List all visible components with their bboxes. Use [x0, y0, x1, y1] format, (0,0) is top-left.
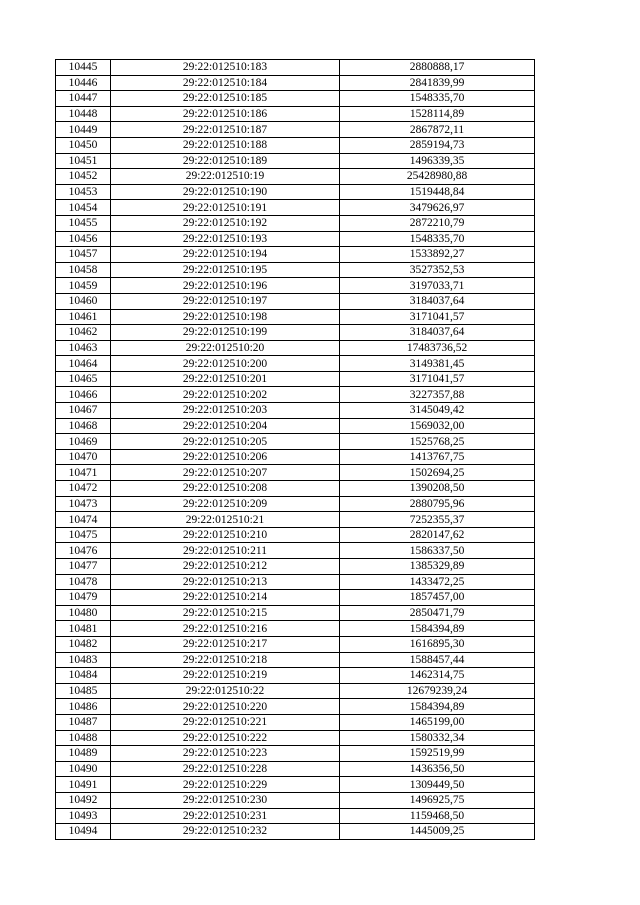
row-number-cell: 10466 — [56, 387, 111, 403]
row-number-cell: 10464 — [56, 356, 111, 372]
row-number-cell: 10482 — [56, 636, 111, 652]
cadastral-number-cell: 29:22:012510:229 — [111, 777, 340, 793]
cadastral-number-cell: 29:22:012510:19 — [111, 169, 340, 185]
table-row — [56, 309, 535, 325]
cadastral-number-cell: 29:22:012510:196 — [111, 278, 340, 294]
cadastral-value-cell: 7252355,37 — [340, 512, 535, 528]
table-row — [56, 730, 535, 746]
table-row — [56, 699, 535, 715]
row-number-cell: 10486 — [56, 699, 111, 715]
cadastral-number-cell: 29:22:012510:191 — [111, 200, 340, 216]
cadastral-number-cell: 29:22:012510:217 — [111, 636, 340, 652]
cadastral-number-cell: 29:22:012510:183 — [111, 60, 340, 76]
cadastral-number-cell: 29:22:012510:214 — [111, 590, 340, 606]
row-number-cell: 10457 — [56, 247, 111, 263]
row-number-cell: 10452 — [56, 169, 111, 185]
cadastral-number-cell: 29:22:012510:188 — [111, 137, 340, 153]
row-number-cell: 10449 — [56, 122, 111, 138]
row-number-cell: 10479 — [56, 590, 111, 606]
row-number-cell: 10477 — [56, 559, 111, 575]
cadastral-value-cell: 3149381,45 — [340, 356, 535, 372]
row-number-cell: 10471 — [56, 465, 111, 481]
cadastral-number-cell: 29:22:012510:228 — [111, 761, 340, 777]
row-number-cell: 10475 — [56, 527, 111, 543]
row-number-cell: 10447 — [56, 91, 111, 107]
cadastral-number-cell: 29:22:012510:202 — [111, 387, 340, 403]
cadastral-value-cell: 1616895,30 — [340, 636, 535, 652]
cadastral-value-cell: 1519448,84 — [340, 184, 535, 200]
cadastral-number-cell: 29:22:012510:232 — [111, 824, 340, 840]
table-row — [56, 683, 535, 699]
row-number-cell: 10469 — [56, 434, 111, 450]
cadastral-value-cell: 1390208,50 — [340, 481, 535, 497]
cadastral-value-cell: 1436356,50 — [340, 761, 535, 777]
cadastral-number-cell: 29:22:012510:209 — [111, 496, 340, 512]
row-number-cell: 10456 — [56, 231, 111, 247]
cadastral-value-cell: 3171041,57 — [340, 371, 535, 387]
row-number-cell: 10459 — [56, 278, 111, 294]
cadastral-number-cell: 29:22:012510:194 — [111, 247, 340, 263]
cadastral-number-cell: 29:22:012510:211 — [111, 543, 340, 559]
table-row — [56, 746, 535, 762]
cadastral-value-cell: 12679239,24 — [340, 683, 535, 699]
table-row — [56, 153, 535, 169]
row-number-cell: 10492 — [56, 792, 111, 808]
table-row — [56, 169, 535, 185]
cadastral-value-cell: 1548335,70 — [340, 231, 535, 247]
cadastral-value-table — [55, 59, 535, 840]
table-row — [56, 496, 535, 512]
cadastral-number-cell: 29:22:012510:198 — [111, 309, 340, 325]
cadastral-number-cell: 29:22:012510:184 — [111, 75, 340, 91]
table-body — [56, 60, 535, 840]
row-number-cell: 10472 — [56, 481, 111, 497]
cadastral-number-cell: 29:22:012510:215 — [111, 605, 340, 621]
row-number-cell: 10481 — [56, 621, 111, 637]
row-number-cell: 10461 — [56, 309, 111, 325]
cadastral-value-cell: 3184037,64 — [340, 325, 535, 341]
cadastral-value-cell: 2820147,62 — [340, 527, 535, 543]
cadastral-number-cell: 29:22:012510:222 — [111, 730, 340, 746]
cadastral-number-cell: 29:22:012510:230 — [111, 792, 340, 808]
row-number-cell: 10445 — [56, 60, 111, 76]
table-row — [56, 91, 535, 107]
cadastral-number-cell: 29:22:012510:210 — [111, 527, 340, 543]
table-row — [56, 590, 535, 606]
cadastral-number-cell: 29:22:012510:186 — [111, 106, 340, 122]
table-row — [56, 527, 535, 543]
cadastral-value-cell: 1496925,75 — [340, 792, 535, 808]
cadastral-number-cell: 29:22:012510:200 — [111, 356, 340, 372]
table-row — [56, 668, 535, 684]
cadastral-value-cell: 25428980,88 — [340, 169, 535, 185]
cadastral-number-cell: 29:22:012510:22 — [111, 683, 340, 699]
cadastral-value-cell: 3184037,64 — [340, 293, 535, 309]
cadastral-number-cell: 29:22:012510:223 — [111, 746, 340, 762]
cadastral-value-cell: 1580332,34 — [340, 730, 535, 746]
cadastral-number-cell: 29:22:012510:212 — [111, 559, 340, 575]
table-row — [56, 465, 535, 481]
table-row — [56, 824, 535, 840]
cadastral-number-cell: 29:22:012510:189 — [111, 153, 340, 169]
cadastral-value-cell: 1413767,75 — [340, 449, 535, 465]
table-row — [56, 340, 535, 356]
row-number-cell: 10489 — [56, 746, 111, 762]
table-row — [56, 247, 535, 263]
table-row — [56, 200, 535, 216]
cadastral-value-cell: 1445009,25 — [340, 824, 535, 840]
cadastral-value-cell: 3479626,97 — [340, 200, 535, 216]
table-row — [56, 543, 535, 559]
table-row — [56, 387, 535, 403]
cadastral-value-cell: 1548335,70 — [340, 91, 535, 107]
cadastral-value-cell: 1496339,35 — [340, 153, 535, 169]
cadastral-value-cell: 1592519,99 — [340, 746, 535, 762]
row-number-cell: 10450 — [56, 137, 111, 153]
cadastral-number-cell: 29:22:012510:190 — [111, 184, 340, 200]
table-row — [56, 293, 535, 309]
cadastral-number-cell: 29:22:012510:213 — [111, 574, 340, 590]
table-row — [56, 574, 535, 590]
cadastral-value-cell: 1584394,89 — [340, 621, 535, 637]
table-row — [56, 137, 535, 153]
cadastral-value-cell: 1588457,44 — [340, 652, 535, 668]
cadastral-value-cell: 1433472,25 — [340, 574, 535, 590]
row-number-cell: 10487 — [56, 714, 111, 730]
cadastral-value-cell: 1502694,25 — [340, 465, 535, 481]
row-number-cell: 10460 — [56, 293, 111, 309]
cadastral-value-cell: 3145049,42 — [340, 403, 535, 419]
table-row — [56, 714, 535, 730]
cadastral-number-cell: 29:22:012510:195 — [111, 262, 340, 278]
table-row — [56, 777, 535, 793]
cadastral-value-cell: 2859194,73 — [340, 137, 535, 153]
table-row — [56, 792, 535, 808]
table-row — [56, 761, 535, 777]
cadastral-value-cell: 1462314,75 — [340, 668, 535, 684]
cadastral-value-cell: 2872210,79 — [340, 215, 535, 231]
table-row — [56, 652, 535, 668]
cadastral-value-cell: 17483736,52 — [340, 340, 535, 356]
cadastral-value-cell: 1857457,00 — [340, 590, 535, 606]
cadastral-number-cell: 29:22:012510:206 — [111, 449, 340, 465]
row-number-cell: 10491 — [56, 777, 111, 793]
table-row — [56, 605, 535, 621]
cadastral-value-cell: 1528114,89 — [340, 106, 535, 122]
row-number-cell: 10454 — [56, 200, 111, 216]
cadastral-number-cell: 29:22:012510:208 — [111, 481, 340, 497]
cadastral-value-cell: 3197033,71 — [340, 278, 535, 294]
cadastral-number-cell: 29:22:012510:216 — [111, 621, 340, 637]
cadastral-value-cell: 1569032,00 — [340, 418, 535, 434]
cadastral-value-cell: 2841839,99 — [340, 75, 535, 91]
cadastral-number-cell: 29:22:012510:201 — [111, 371, 340, 387]
row-number-cell: 10465 — [56, 371, 111, 387]
table-row — [56, 184, 535, 200]
cadastral-value-cell: 3227357,88 — [340, 387, 535, 403]
table-row — [56, 215, 535, 231]
table-row — [56, 371, 535, 387]
cadastral-number-cell: 29:22:012510:219 — [111, 668, 340, 684]
cadastral-value-cell: 1525768,25 — [340, 434, 535, 450]
cadastral-number-cell: 29:22:012510:231 — [111, 808, 340, 824]
cadastral-number-cell: 29:22:012510:220 — [111, 699, 340, 715]
table-row — [56, 60, 535, 76]
table-row — [56, 231, 535, 247]
cadastral-value-cell: 1533892,27 — [340, 247, 535, 263]
cadastral-value-cell: 1309449,50 — [340, 777, 535, 793]
cadastral-value-cell: 2880795,96 — [340, 496, 535, 512]
row-number-cell: 10451 — [56, 153, 111, 169]
table-row — [56, 262, 535, 278]
cadastral-number-cell: 29:22:012510:207 — [111, 465, 340, 481]
table-row — [56, 621, 535, 637]
row-number-cell: 10462 — [56, 325, 111, 341]
table-row — [56, 122, 535, 138]
cadastral-value-cell: 3171041,57 — [340, 309, 535, 325]
cadastral-value-cell: 2867872,11 — [340, 122, 535, 138]
cadastral-number-cell: 29:22:012510:203 — [111, 403, 340, 419]
table-row — [56, 418, 535, 434]
row-number-cell: 10446 — [56, 75, 111, 91]
row-number-cell: 10470 — [56, 449, 111, 465]
table-row — [56, 434, 535, 450]
cadastral-value-cell: 1584394,89 — [340, 699, 535, 715]
cadastral-number-cell: 29:22:012510:185 — [111, 91, 340, 107]
row-number-cell: 10488 — [56, 730, 111, 746]
row-number-cell: 10478 — [56, 574, 111, 590]
cadastral-value-cell: 1159468,50 — [340, 808, 535, 824]
table-row — [56, 403, 535, 419]
row-number-cell: 10474 — [56, 512, 111, 528]
row-number-cell: 10463 — [56, 340, 111, 356]
cadastral-number-cell: 29:22:012510:221 — [111, 714, 340, 730]
row-number-cell: 10468 — [56, 418, 111, 434]
row-number-cell: 10448 — [56, 106, 111, 122]
row-number-cell: 10458 — [56, 262, 111, 278]
table-row — [56, 449, 535, 465]
cadastral-value-cell: 1385329,89 — [340, 559, 535, 575]
row-number-cell: 10493 — [56, 808, 111, 824]
row-number-cell: 10480 — [56, 605, 111, 621]
table-row — [56, 481, 535, 497]
table-row — [56, 636, 535, 652]
table-row — [56, 512, 535, 528]
cadastral-number-cell: 29:22:012510:218 — [111, 652, 340, 668]
cadastral-number-cell: 29:22:012510:192 — [111, 215, 340, 231]
cadastral-number-cell: 29:22:012510:205 — [111, 434, 340, 450]
cadastral-number-cell: 29:22:012510:20 — [111, 340, 340, 356]
table-row — [56, 808, 535, 824]
cadastral-number-cell: 29:22:012510:193 — [111, 231, 340, 247]
table-row — [56, 75, 535, 91]
row-number-cell: 10483 — [56, 652, 111, 668]
table-row — [56, 278, 535, 294]
row-number-cell: 10455 — [56, 215, 111, 231]
cadastral-number-cell: 29:22:012510:197 — [111, 293, 340, 309]
table-row — [56, 106, 535, 122]
cadastral-value-cell: 1465199,00 — [340, 714, 535, 730]
table-row — [56, 559, 535, 575]
cadastral-value-cell: 2850471,79 — [340, 605, 535, 621]
row-number-cell: 10485 — [56, 683, 111, 699]
cadastral-number-cell: 29:22:012510:187 — [111, 122, 340, 138]
cadastral-value-cell: 3527352,53 — [340, 262, 535, 278]
row-number-cell: 10453 — [56, 184, 111, 200]
row-number-cell: 10476 — [56, 543, 111, 559]
cadastral-value-cell: 1586337,50 — [340, 543, 535, 559]
row-number-cell: 10484 — [56, 668, 111, 684]
row-number-cell: 10494 — [56, 824, 111, 840]
table-row — [56, 356, 535, 372]
row-number-cell: 10467 — [56, 403, 111, 419]
row-number-cell: 10473 — [56, 496, 111, 512]
cadastral-number-cell: 29:22:012510:199 — [111, 325, 340, 341]
cadastral-number-cell: 29:22:012510:204 — [111, 418, 340, 434]
row-number-cell: 10490 — [56, 761, 111, 777]
cadastral-number-cell: 29:22:012510:21 — [111, 512, 340, 528]
cadastral-value-cell: 2880888,17 — [340, 60, 535, 76]
table-row — [56, 325, 535, 341]
